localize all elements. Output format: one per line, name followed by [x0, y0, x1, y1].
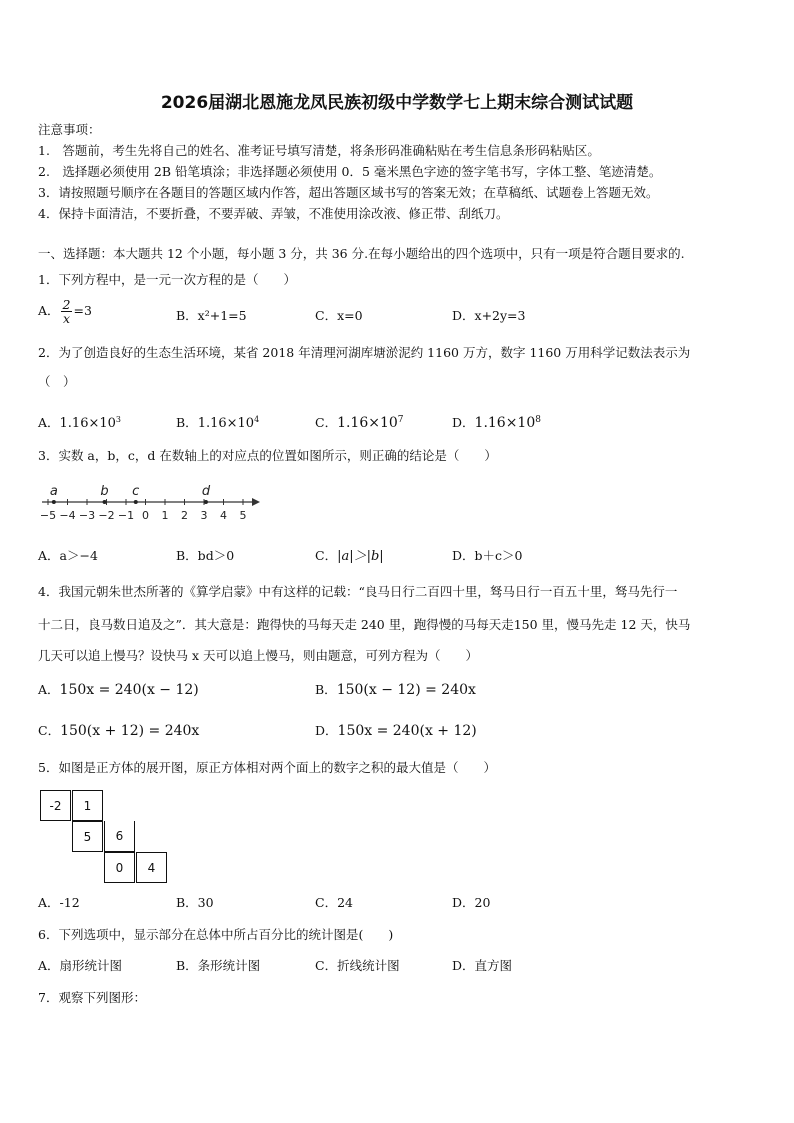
q4-option-a-equation: 150x = 240(x − 12): [59, 682, 199, 698]
question-6-stem: 6．下列选项中，显示部分在总体中所占百分比的统计图是( ): [38, 927, 394, 942]
number-line-tick-label: −2: [98, 509, 115, 522]
q2-option-d: [452, 412, 541, 431]
number-line-arrow: [252, 498, 260, 506]
q2-option-b-value: 1.16×10: [197, 416, 255, 432]
q5-option-a: A．-12: [38, 895, 80, 910]
q6-option-c: C．折线统计图: [315, 958, 400, 973]
q3-option-b: B．bd＞0: [176, 548, 235, 563]
q4-option-c-equation: 150(x + 12) = 240x: [60, 723, 200, 739]
number-line-point: [134, 500, 138, 504]
q6-option-d: D．直方图: [452, 958, 513, 973]
q3-option-d: D．b＋c＞0: [452, 548, 523, 563]
q2-option-c-label: C．: [315, 415, 338, 431]
q3-option-a: A．a＞−4: [38, 548, 98, 563]
number-line-point-label: a: [49, 484, 58, 499]
exam-title: 2026届湖北恩施龙凤民族初级中学数学七上期末综合测试试题: [160, 93, 634, 113]
q1-option-a: [38, 298, 92, 325]
q2-option-b: [176, 412, 259, 432]
question-1-stem: 1．下列方程中，是一元一次方程的是（ ）: [38, 272, 296, 287]
q4-option-a: [38, 682, 199, 698]
q2-option-d-exponent: 8: [535, 415, 541, 425]
cube-net-cell: 5: [72, 821, 103, 852]
q4-option-b-label: B．: [315, 682, 337, 697]
q2-option-c: [315, 412, 404, 431]
q6-option-b: B．条形统计图: [176, 958, 261, 973]
number-line-tick-label: 1: [161, 509, 169, 522]
q5-option-d: D．20: [452, 895, 491, 910]
notice-item-4: 4．保持卡面清洁，不要折叠，不要弄破、弄皱，不准使用涂改液、修正带、刮纸刀。: [38, 206, 509, 221]
q1-option-c: C．x=0: [315, 308, 363, 323]
number-line-figure: [36, 478, 266, 528]
number-line-tick-label: 3: [200, 509, 208, 522]
q4-option-c-label: C．: [38, 723, 61, 738]
q2-option-c-exponent: 7: [397, 415, 404, 425]
notice-item-1: 1. 答题前，考生先将自己的姓名、准考证号填写清楚，将条形码准确粘贴在考生信息条形码粘贴区。: [38, 143, 600, 158]
q1-option-a-fraction: [61, 298, 73, 325]
q4-option-b: [315, 682, 476, 698]
q4-option-b-equation: 150(x − 12) = 240x: [336, 682, 476, 698]
q2-option-a-exponent: 3: [115, 415, 122, 424]
question-3-stem: 3．实数 a，b，c，d 在数轴上的对应点的位置如图所示，则正确的结论是（ ）: [38, 448, 497, 463]
question-4-stem-line3: 几天可以追上慢马？设快马 x 天可以追上慢马，则由题意，可列方程为（ ）: [38, 648, 478, 663]
q2-option-b-exponent: 4: [254, 415, 260, 424]
q4-option-d-label: D．: [315, 723, 338, 738]
q5-option-b: B．30: [176, 895, 214, 910]
fraction-numerator: 2: [62, 297, 71, 312]
cube-net-cell: -2: [40, 790, 71, 821]
q2-option-b-label: B．: [176, 415, 198, 431]
number-line-tick-label: 2: [181, 509, 188, 522]
q6-option-a: A．扇形统计图: [38, 958, 123, 973]
q5-option-c: C．24: [315, 895, 353, 910]
question-2-stem-line2: （ ）: [38, 374, 76, 389]
q2-option-a-value: 1.16×10: [59, 416, 116, 432]
q1-option-b: B．x²+1=5: [176, 308, 247, 323]
number-line-tick-label: −4: [59, 509, 76, 522]
q2-option-c-value: 1.16×10: [337, 415, 398, 432]
number-line-points: [50, 484, 211, 504]
q2-option-d-label: D．: [452, 415, 475, 431]
question-7-stem: 7．观察下列图形：: [38, 990, 146, 1005]
number-line-tick-label: −3: [78, 509, 96, 522]
number-line-tick-label: 0: [142, 509, 149, 522]
number-line-point-label: c: [132, 484, 140, 499]
number-line-point-label: b: [100, 484, 109, 499]
notice-item-2: 2. 选择题必须使用 2B 铅笔填涂；非选择题必须使用 0．5 毫米黑色字迹的签字笔书写，字体工整、笔迹清楚。: [38, 164, 662, 179]
question-4-stem-line1: 4．我国元朝朱世杰所著的《算学启蒙》中有这样的记载：“良马日行二百四十里，驽马日行一百五十里，驽马先行一: [38, 584, 678, 599]
question-2-stem-line1: 2．为了创造良好的生态生活环境，某省 2018 年清理河湖库塘淤泥约 1160 万方，数字 1160 万用科学记数法表示为: [38, 345, 691, 360]
cube-net-cell: 1: [72, 790, 103, 821]
q3-option-c-value: |a|＞|b|: [337, 549, 384, 564]
q1-option-d: D．x+2y=3: [452, 308, 526, 323]
number-line-point: [103, 500, 107, 504]
q2-option-a-label: A．: [38, 415, 60, 431]
number-line-point: [52, 500, 56, 504]
number-line-point: [204, 500, 208, 504]
notice-heading: 注意事项：: [38, 122, 101, 137]
cube-net-cell: 0: [104, 852, 135, 883]
q4-option-d-equation: 150x = 240(x + 12): [337, 723, 477, 739]
fraction-denominator: x: [62, 311, 71, 326]
number-line-tick-label: −1: [117, 509, 135, 522]
notice-item-3: 3．请按照题号顺序在各题目的答题区域内作答，超出答题区域书写的答案无效；在草稿纸、试题卷上答题无效。: [38, 185, 659, 200]
number-line-point-label: d: [201, 484, 211, 499]
number-line-tick-label: −5: [39, 509, 57, 522]
q4-option-d: [315, 723, 477, 739]
question-5-stem: 5．如图是正方体的展开图，原正方体相对两个面上的数字之积的最大值是（ ）: [38, 760, 496, 775]
q2-option-d-value: 1.16×10: [474, 415, 536, 432]
number-line-tick-label: 4: [220, 509, 227, 522]
q2-option-a: [38, 412, 121, 432]
section-1-header: 一、选择题：本大题共 12 个小题，每小题 3 分，共 36 分.在每小题给出的四个选项中，只有一项是符合题目要求的.: [38, 246, 685, 261]
q4-option-c: [38, 723, 199, 739]
question-4-stem-line2: 十二日，良马数日追及之”．其大意是：跑得快的马每天走 240 里，跑得慢的马每天走150 里，慢马先走 12 天，快马: [38, 617, 691, 632]
q3-option-c: [315, 548, 384, 565]
cube-net-cell: 6: [104, 821, 135, 852]
q1-option-a-label: A．: [38, 303, 60, 318]
cube-net-cell: 4: [136, 852, 167, 883]
q3-option-c-label: C．: [315, 548, 338, 563]
q4-option-a-label: A．: [38, 682, 60, 697]
number-line-tick-label: 5: [239, 509, 247, 522]
q1-option-a-rest: =3: [73, 303, 92, 318]
